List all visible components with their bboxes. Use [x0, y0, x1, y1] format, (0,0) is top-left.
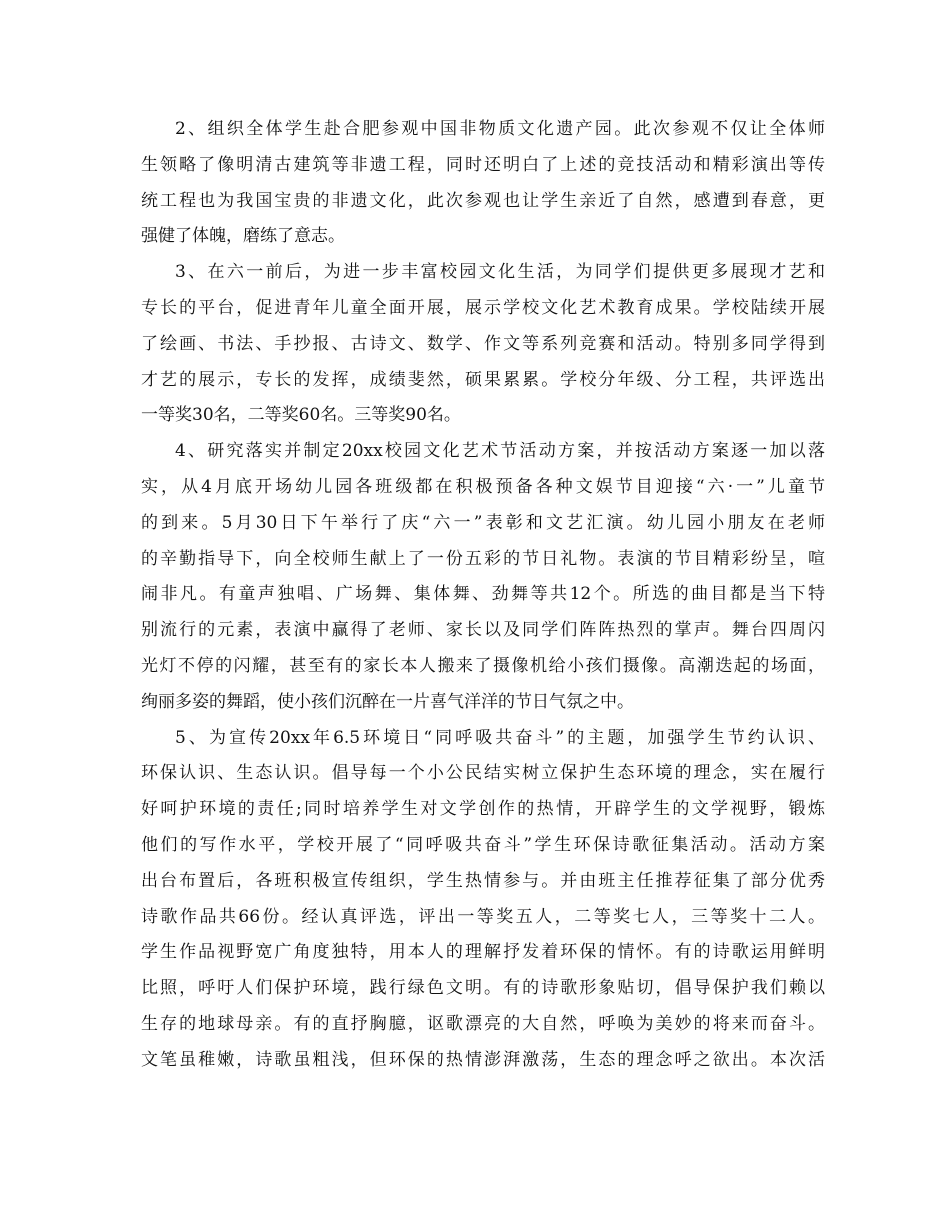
- text-line: 实，从4月底开场幼儿园各班级都在积极预备各种文娱节目迎接“六·一”儿童节: [141, 476, 825, 497]
- text-line: 了绘画、书法、手抄报、古诗文、数学、作文等系列竞赛和活动。特别多同学得到: [141, 333, 825, 354]
- text-line: 专长的平台，促进青年儿童全面开展，展示学校文化艺术教育成果。学校陆续开展: [141, 297, 825, 318]
- paragraph-5: [141, 721, 825, 1079]
- text-line: 一等奖30名，二等奖60名。三等奖90名。: [141, 405, 461, 426]
- text-line: 的到来。5月30日下午举行了庆“六一”表彰和文艺汇演。幼儿园小朋友在老师: [141, 512, 825, 533]
- text-line: 3、在六一前后，为进一步丰富校园文化生活，为同学们提供更多展现才艺和: [175, 262, 825, 283]
- text-line: 统工程也为我国宝贵的非遗文化，此次参观也让学生亲近了自然，感遭到春意，更: [141, 190, 825, 211]
- text-line: 5、为宣传20xx年6.5环境日“同呼吸共奋斗”的主题，加强学生节约认识、: [175, 727, 825, 748]
- text-line: 生存的地球母亲。有的直抒胸臆，讴歌漂亮的大自然，呼唤为美妙的将来而奋斗。: [141, 1013, 825, 1034]
- text-line: 强健了体魄，磨练了意志。: [141, 226, 345, 247]
- text-line: 环保认识、生态认识。倡导每一个小公民结实树立保护生态环境的理念，实在履行: [141, 763, 825, 784]
- text-line: 别流行的元素，表演中赢得了老师、家长以及同学们阵阵热烈的掌声。舞台四周闪: [141, 620, 825, 641]
- text-line: 的辛勤指导下，向全校师生献上了一份五彩的节日礼物。表演的节目精彩纷呈，喧: [141, 548, 825, 569]
- text-line: 4、研究落实并制定20xx校园文化艺术节活动方案，并按活动方案逐一加以落: [175, 441, 825, 462]
- text-line: 文笔虽稚嫩，诗歌虽粗浅，但环保的热情澎湃激荡，生态的理念呼之欲出。本次活: [141, 1049, 825, 1070]
- document-body: [141, 112, 825, 1079]
- paragraph-2: [141, 112, 825, 255]
- text-line: 闹非凡。有童声独唱、广场舞、集体舞、劲舞等共12个。所选的曲目都是当下特: [141, 584, 825, 605]
- text-line: 出台布置后，各班积极宣传组织，学生热情参与。并由班主任推荐征集了部分优秀: [141, 870, 825, 891]
- paragraph-4: [141, 434, 825, 720]
- text-line: 光灯不停的闪耀，甚至有的家长本人搬来了摄像机给小孩们摄像。高潮迭起的场面，: [141, 655, 825, 676]
- text-line: 学生作品视野宽广角度独特，用本人的理解抒发着环保的情怀。有的诗歌运用鲜明: [141, 942, 825, 963]
- text-line: 他们的写作水平，学校开展了“同呼吸共奋斗”学生环保诗歌征集活动。活动方案: [141, 834, 825, 855]
- text-line: 绚丽多姿的舞蹈，使小孩们沉醉在一片喜气洋洋的节日气氛之中。: [141, 691, 634, 712]
- text-line: 生领略了像明清古建筑等非遗工程，同时还明白了上述的竞技活动和精彩演出等传: [141, 154, 825, 175]
- text-line: 比照，呼吁人们保护环境，践行绿色文明。有的诗歌形象贴切，倡导保护我们赖以: [141, 978, 825, 999]
- text-line: 诗歌作品共66份。经认真评选，评出一等奖五人，二等奖七人，三等奖十二人。: [141, 906, 825, 927]
- text-line: 才艺的展示，专长的发挥，成绩斐然，硕果累累。学校分年级、分工程，共评选出: [141, 369, 825, 390]
- paragraph-3: [141, 255, 825, 434]
- text-line: 2、组织全体学生赴合肥参观中国非物质文化遗产园。此次参观不仅让全体师: [175, 119, 825, 139]
- text-line: 好呵护环境的责任;同时培养学生对文学创作的热情，开辟学生的文学视野，锻炼: [141, 799, 825, 820]
